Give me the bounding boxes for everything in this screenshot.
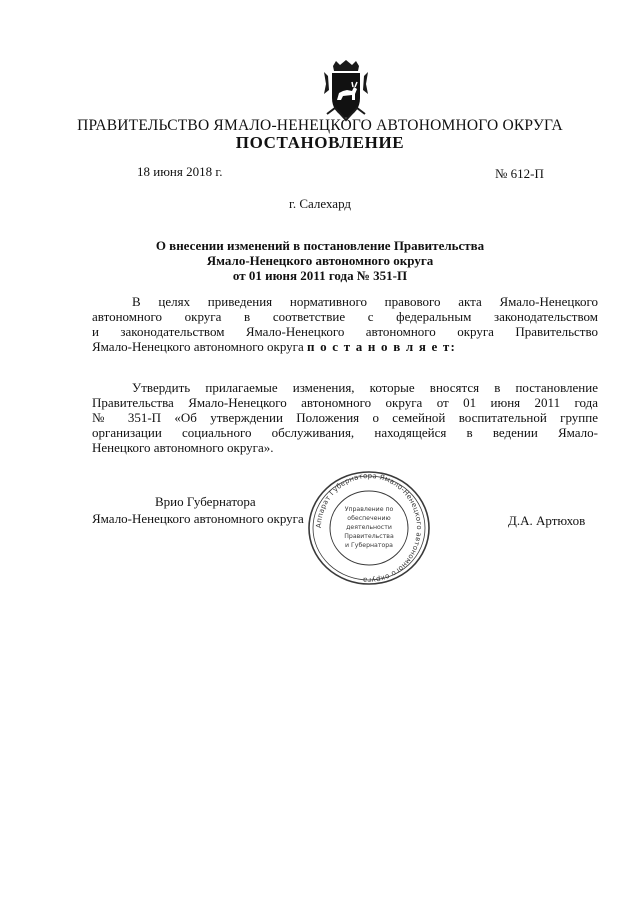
paragraph-line: Правительства Ямало-Ненецкого автономного округа от 01 июня 2011 года	[92, 395, 598, 410]
body-paragraph-1	[92, 294, 598, 354]
paragraph-line: и законодательством Ямало-Ненецкого автономного округа Правительство	[92, 324, 598, 339]
official-stamp-icon	[305, 470, 433, 586]
paragraph-line	[92, 339, 598, 354]
stamp-center-line: Управление по	[344, 506, 394, 513]
signatory-title: Ямало-Ненецкого автономного округа	[92, 511, 304, 526]
document-type: ПОСТАНОВЛЕНИЕ	[235, 133, 405, 152]
signatory-name: Д.А. Артюхов	[508, 513, 586, 528]
document-city: г. Салехард	[288, 196, 352, 211]
subject-line: от 01 июня 2011 года № 351-П	[232, 268, 408, 283]
paragraph-line: Утвердить прилагаемые изменения, которые вносятся в постановление	[132, 380, 598, 395]
paragraph-line: автономного округа в соответствие с федеральным законодательством	[92, 309, 598, 324]
paragraph-line: В целях приведения нормативного правового акта Ямало-Ненецкого	[132, 294, 598, 309]
coat-of-arms-icon	[319, 60, 373, 122]
government-title: ПРАВИТЕЛЬСТВО ЯМАЛО-НЕНЕЦКОГО АВТОНОМНОГО ОКРУГА	[77, 117, 563, 134]
resolves-keyword: п о с т а н о в л я е т:	[307, 339, 457, 354]
stamp-center-line: деятельности	[346, 524, 392, 531]
stamp-center-line: обеспечению	[347, 515, 391, 522]
paragraph-text: Ямало-Ненецкого автономного округа	[92, 339, 304, 354]
document-number: № 612-П	[495, 166, 544, 181]
paragraph-line: организации социального обслуживания, находящейся в ведении Ямало-	[92, 425, 598, 440]
body-paragraph-2	[92, 380, 598, 455]
document-date: 18 июня 2018 г.	[137, 164, 223, 179]
stamp-ring-text: Аппарат Губернатора Ямало-Ненецкого автономного округа	[314, 471, 424, 585]
stamp-center-line: Правительства	[344, 533, 394, 540]
paragraph-line: № 351-П «Об утверждении Положения о семейной воспитательной группе	[92, 410, 598, 425]
document-subject	[0, 238, 640, 283]
subject-line: О внесении изменений в постановление Правительства	[155, 238, 485, 253]
stamp-center-line: и Губернатора	[345, 542, 393, 549]
subject-line: Ямало-Ненецкого автономного округа	[206, 253, 434, 268]
paragraph-line: Ненецкого автономного округа».	[92, 440, 274, 455]
signatory-title: Врио Губернатора	[155, 494, 256, 509]
